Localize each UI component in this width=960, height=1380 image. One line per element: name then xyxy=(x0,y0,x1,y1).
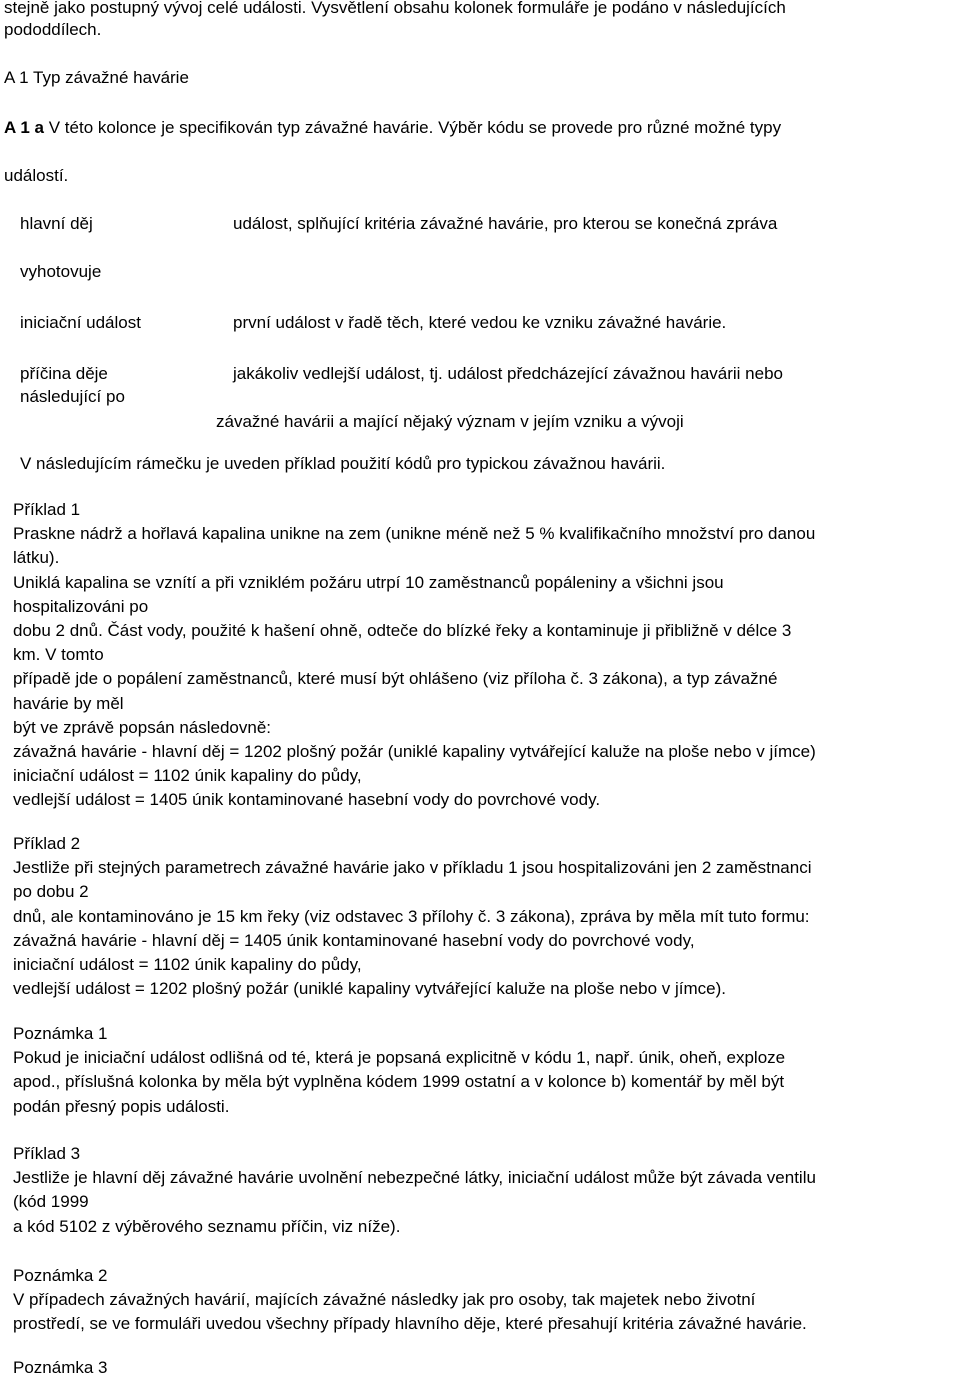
example-1-line: vedlejší událost = 1405 únik kontaminované hasební vody do povrchové vody. xyxy=(13,790,601,810)
example-2-line: závažná havárie - hlavní děj = 1405 únik kontaminované hasební vody do povrchové vody, xyxy=(13,930,695,950)
example-1-line: Uniklá kapalina se vznítí a při vzniklém požáru utrpí 10 zaměstnanců popáleniny a všichni jsou xyxy=(13,572,724,592)
a1a-code: A 1 a xyxy=(4,118,45,137)
note-2 xyxy=(13,1264,955,1337)
term-pricina-line-2: následující po xyxy=(20,387,125,406)
desc-iniciacni-udalost: první událost v řadě těch, které vedou ke vzniku závažné havárie. xyxy=(233,313,727,332)
intro-line-1: stejně jako postupný vývoj celé události. Vysvětlení obsahu kolonek formuláře je podáno v následujících xyxy=(4,0,786,17)
example-1-line: Praskne nádrž a hořlavá kapalina unikne na zem (unikne méně než 5 % kvalifikačního množství pro danou xyxy=(13,524,816,544)
example-1-line: iniciační událost = 1102 únik kapaliny do půdy, xyxy=(13,766,362,786)
example-1-line: případě jde o popálení zaměstnanců, které musí být ohlášeno (viz příloha č. 3 zákona), a typ závažné xyxy=(13,669,778,689)
note-1-line: Pokud je iniciační událost odlišná od té, která je popsaná explicitně v kódu 1, např. únik, oheň, exploze xyxy=(13,1048,786,1068)
note-1-line: apod., příslušná kolonka by měla být vyplněna kódem 1999 ostatní a v kolonce b) komentář by měl být xyxy=(13,1072,785,1092)
desc-pricina-line-1: jakákoliv vedlejší událost, tj. událost předcházející závažnou havárii nebo xyxy=(233,364,783,383)
example-1-line: závažná havárie - hlavní děj = 1202 plošný požár (uniklé kapaliny vytvářející kaluže na ploše nebo v jímce) xyxy=(13,742,816,762)
desc-pricina-line-2: závažné havárii a mající nějaký význam v jejím vzniku a vývoji xyxy=(216,412,684,431)
example-3-line: Jestliže je hlavní děj závažné havárie uvolnění nebezpečné látky, iniciační událost může být závada ventilu xyxy=(13,1168,816,1188)
intro-line-2: pododdílech. xyxy=(4,20,102,39)
example-2-line: iniciační událost = 1102 únik kapaliny do půdy, xyxy=(13,955,362,975)
term-iniciacni-udalost: iniciační událost xyxy=(20,313,141,332)
example-1 xyxy=(13,498,955,813)
a1a-text: V této kolonce je specifikován typ závažné havárie. Výběr kódu se provede pro různé možné typy xyxy=(44,118,782,137)
note-2-line: V případech závažných havárií, majících závažné následky jak pro osoby, tak majetek nebo životní xyxy=(13,1290,756,1310)
example-1-line: látku). xyxy=(13,548,60,568)
note-2-line: prostředí, se ve formuláři uvedou všechny případy hlavního děje, které přesahují kritéria závažné havárie. xyxy=(13,1314,807,1334)
a1a-line-2: událostí. xyxy=(4,166,69,185)
note-3 xyxy=(13,1356,955,1380)
example-2-line: Jestliže při stejných parametrech závažné havárie jako v příkladu 1 jsou hospitalizováni jen 2 zaměstnanci xyxy=(13,858,812,878)
example-3 xyxy=(13,1142,955,1239)
example-1-line: dobu 2 dnů. Část vody, použité k hašení ohně, odteče do blízké řeky a kontaminuje ji přibližně v délce 3 xyxy=(13,621,792,641)
note-3-title: Poznámka 3 xyxy=(13,1358,108,1377)
example-1-line: hospitalizováni po xyxy=(13,596,149,616)
a1a-line-1 xyxy=(4,118,781,138)
example-3-title: Příklad 3 xyxy=(13,1144,81,1163)
example-3-line: (kód 1999 xyxy=(13,1192,89,1212)
example-1-line: být ve zprávě popsán následovně: xyxy=(13,717,272,737)
example-1-line: havárie by měl xyxy=(13,693,124,713)
term-pricina-line-1: příčina děje xyxy=(20,364,108,383)
example-3-line: a kód 5102 z výběrového seznamu příčin, viz níže). xyxy=(13,1216,401,1236)
desc-hlavni-dej: událost, splňující kritéria závažné havárie, pro kterou se konečná zpráva xyxy=(233,214,778,233)
desc-hlavni-dej-cont: vyhotovuje xyxy=(20,262,102,281)
example-1-title: Příklad 1 xyxy=(13,500,81,519)
section-heading: A 1 Typ závažné havárie xyxy=(4,68,189,87)
example-2-title: Příklad 2 xyxy=(13,834,81,853)
note-1 xyxy=(13,1022,955,1119)
example-1-line: km. V tomto xyxy=(13,645,104,665)
note-1-title: Poznámka 1 xyxy=(13,1024,108,1043)
example-2 xyxy=(13,832,955,1001)
example-2-line: vedlejší událost = 1202 plošný požár (uniklé kapaliny vytvářející kaluže na ploše nebo v jímce). xyxy=(13,979,726,999)
box-intro: V následujícím rámečku je uveden příklad použití kódů pro typickou závažnou havárii. xyxy=(20,454,666,473)
note-2-title: Poznámka 2 xyxy=(13,1266,108,1285)
term-hlavni-dej: hlavní děj xyxy=(20,214,93,233)
note-1-line: podán přesný popis události. xyxy=(13,1096,230,1116)
example-2-line: dnů, ale kontaminováno je 15 km řeky (viz odstavec 3 přílohy č. 3 zákona), zpráva by měla mít tuto formu: xyxy=(13,906,810,926)
example-2-line: po dobu 2 xyxy=(13,882,89,902)
